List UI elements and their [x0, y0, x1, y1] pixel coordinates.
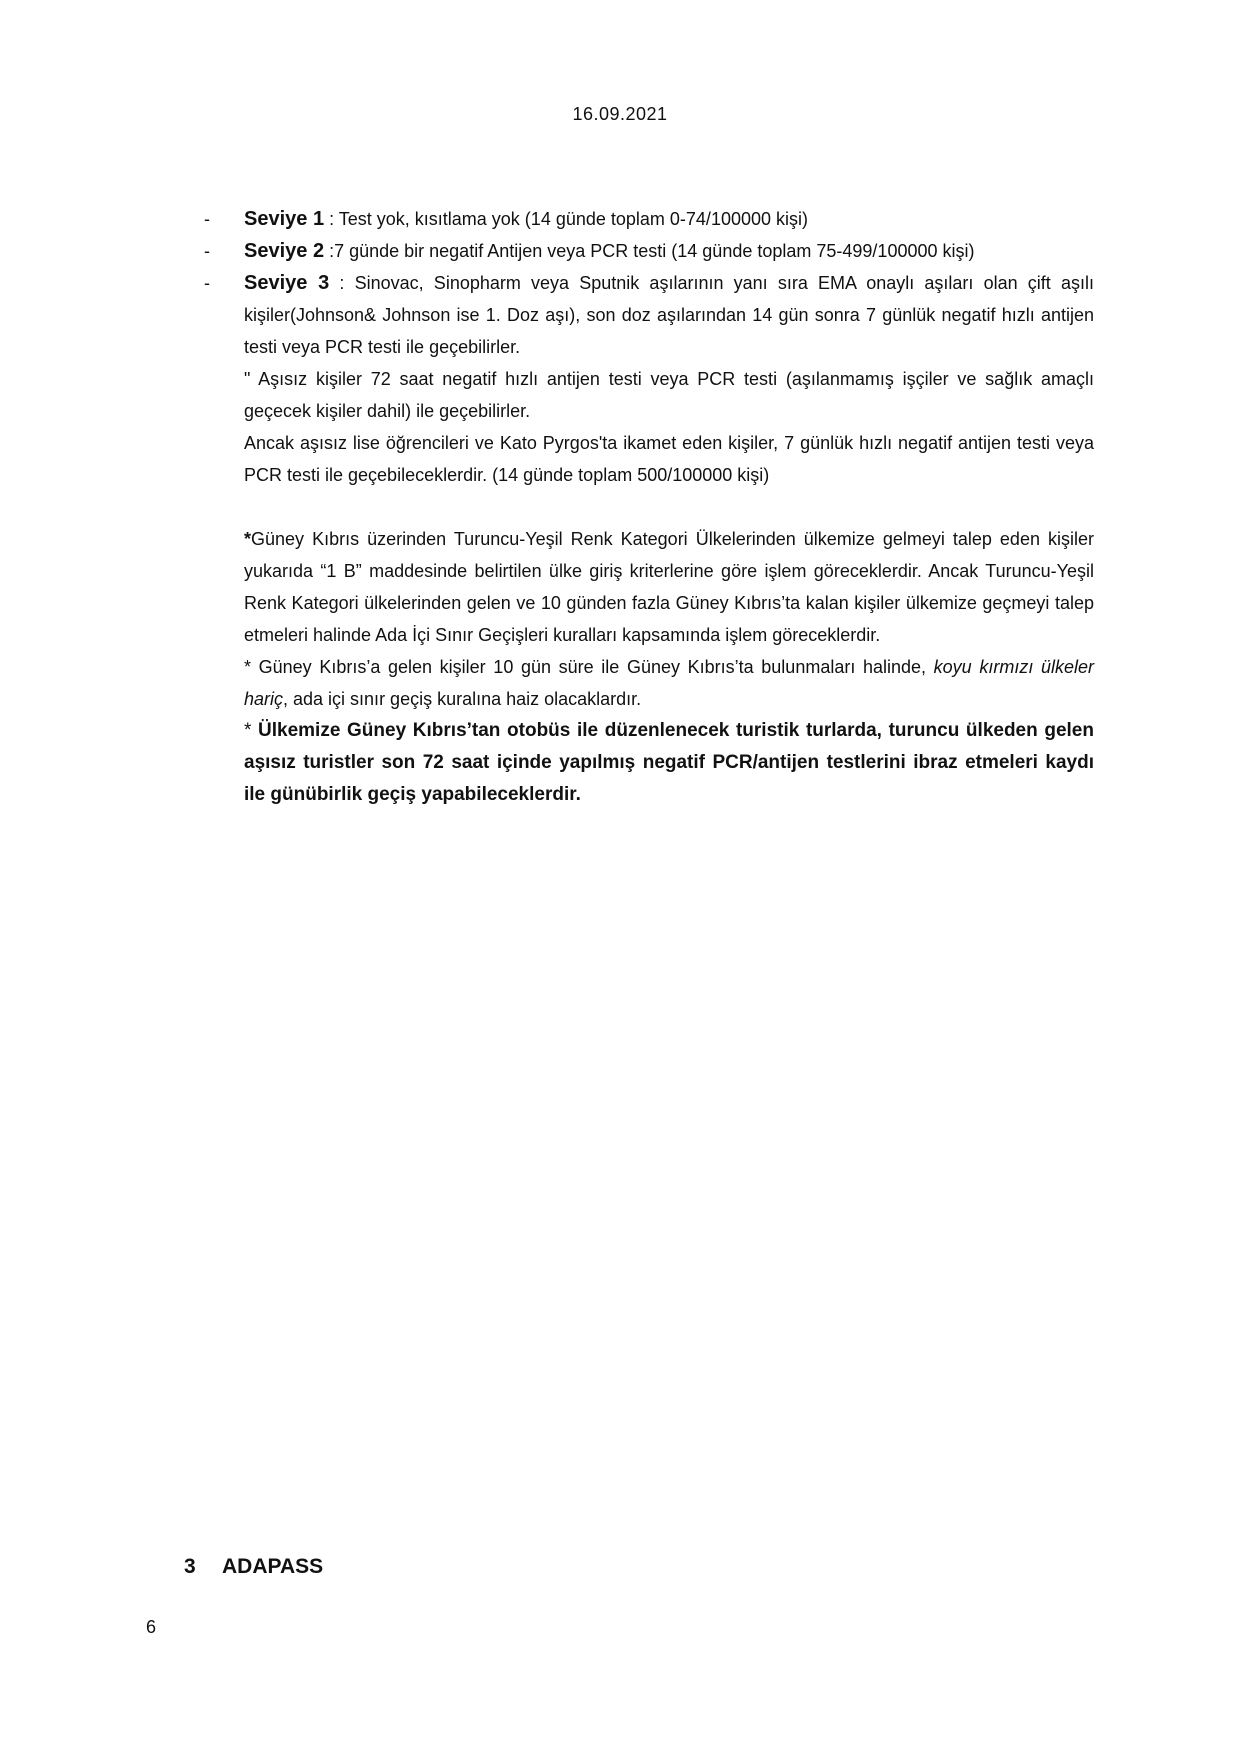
note-tourist-tours	[204, 715, 1094, 811]
level-label: Seviye 3	[244, 272, 330, 294]
level-label: Seviye 1	[244, 208, 325, 230]
spacer	[204, 491, 1094, 523]
content-body	[204, 203, 1094, 811]
section-heading	[184, 1555, 323, 1579]
level-text: :7 günde bir negatif Antijen veya PCR testi (14 günde toplam 75-499/100000 kişi)	[324, 241, 975, 261]
level-label: Seviye 2	[244, 240, 325, 262]
unvaccinated-paragraph: " Aşısız kişiler 72 saat negatif hızlı antijen testi veya PCR testi (aşılanmamış işçiler ve sağlık amaçlı geçecek kişiler dahil) ile geçebilirler.	[244, 369, 1094, 421]
note-ten-days	[204, 651, 1094, 715]
note-star: *	[244, 529, 252, 549]
level-text: : Sinovac, Sinopharm veya Sputnik aşılarının yanı sıra EMA onaylı aşıları olan çift aşılı kişiler(Johnson& Johnson ise 1. Doz aşı), son doz aşılarından 14 gün sonra 7 günlük negatif hızlı antijen testi veya PCR testi ile geçebilirler.	[244, 273, 1094, 357]
note-orange-green	[204, 523, 1094, 651]
list-dash: -	[204, 209, 210, 229]
note-bold-text: Ülkemize Güney Kıbrıs’tan otobüs ile düzenlenecek turistik turlarda, turuncu ülkeden gelen aşısız turistler son 72 saat içinde yapılmış negatif PCR/antijen testlerini ibraz etmeleri kaydı ile günübirlik geçiş yapabileceklerdir.	[244, 720, 1094, 805]
level-text: : Test yok, kısıtlama yok (14 günde toplam 0-74/100000 kişi)	[324, 209, 808, 229]
note-star: *	[244, 720, 259, 741]
section-number: 3	[184, 1555, 196, 1578]
note-italic: koyu kırmızı ülkeler hariç	[244, 657, 1094, 709]
students-paragraph: Ancak aşısız lise öğrencileri ve Kato Pyrgos'ta ikamet eden kişiler, 7 günlük hızlı negatif antijen testi veya PCR testi ile geçebileceklerdir. (14 günde toplam 500/100000 kişi)	[244, 433, 1094, 485]
level-item-2	[204, 235, 1094, 267]
page-number: 6	[146, 1617, 157, 1637]
header-date: 16.09.2021	[572, 104, 668, 124]
level-item-1	[204, 203, 1094, 235]
level-item-3	[204, 267, 1094, 363]
section-title: ADAPASS	[222, 1555, 324, 1578]
list-dash: -	[204, 273, 210, 293]
note-text-start: * Güney Kıbrıs’a gelen kişiler 10 gün süre ile Güney Kıbrıs’ta bulunmaları halinde,	[244, 657, 934, 677]
list-dash: -	[204, 241, 210, 261]
note-text: Güney Kıbrıs üzerinden Turuncu-Yeşil Renk Kategori Ülkelerinden ülkemize gelmeyi talep eden kişiler yukarıda “1 B” maddesinde belirtilen ülke giriş kriterlerine göre işlem göreceklerdir. Ancak Turuncu-Yeşil Renk Kategori ülkelerinden gelen ve 10 günden fazla Güney Kıbrıs’ta kalan kişiler ülkemize geçmeyi talep etmeleri halinde Ada İçi Sınır Geçişleri kuralları kapsamında işlem göreceklerdir.	[244, 529, 1094, 645]
note-text-end: , ada içi sınır geçiş kuralına haiz olacaklardır.	[283, 689, 642, 709]
